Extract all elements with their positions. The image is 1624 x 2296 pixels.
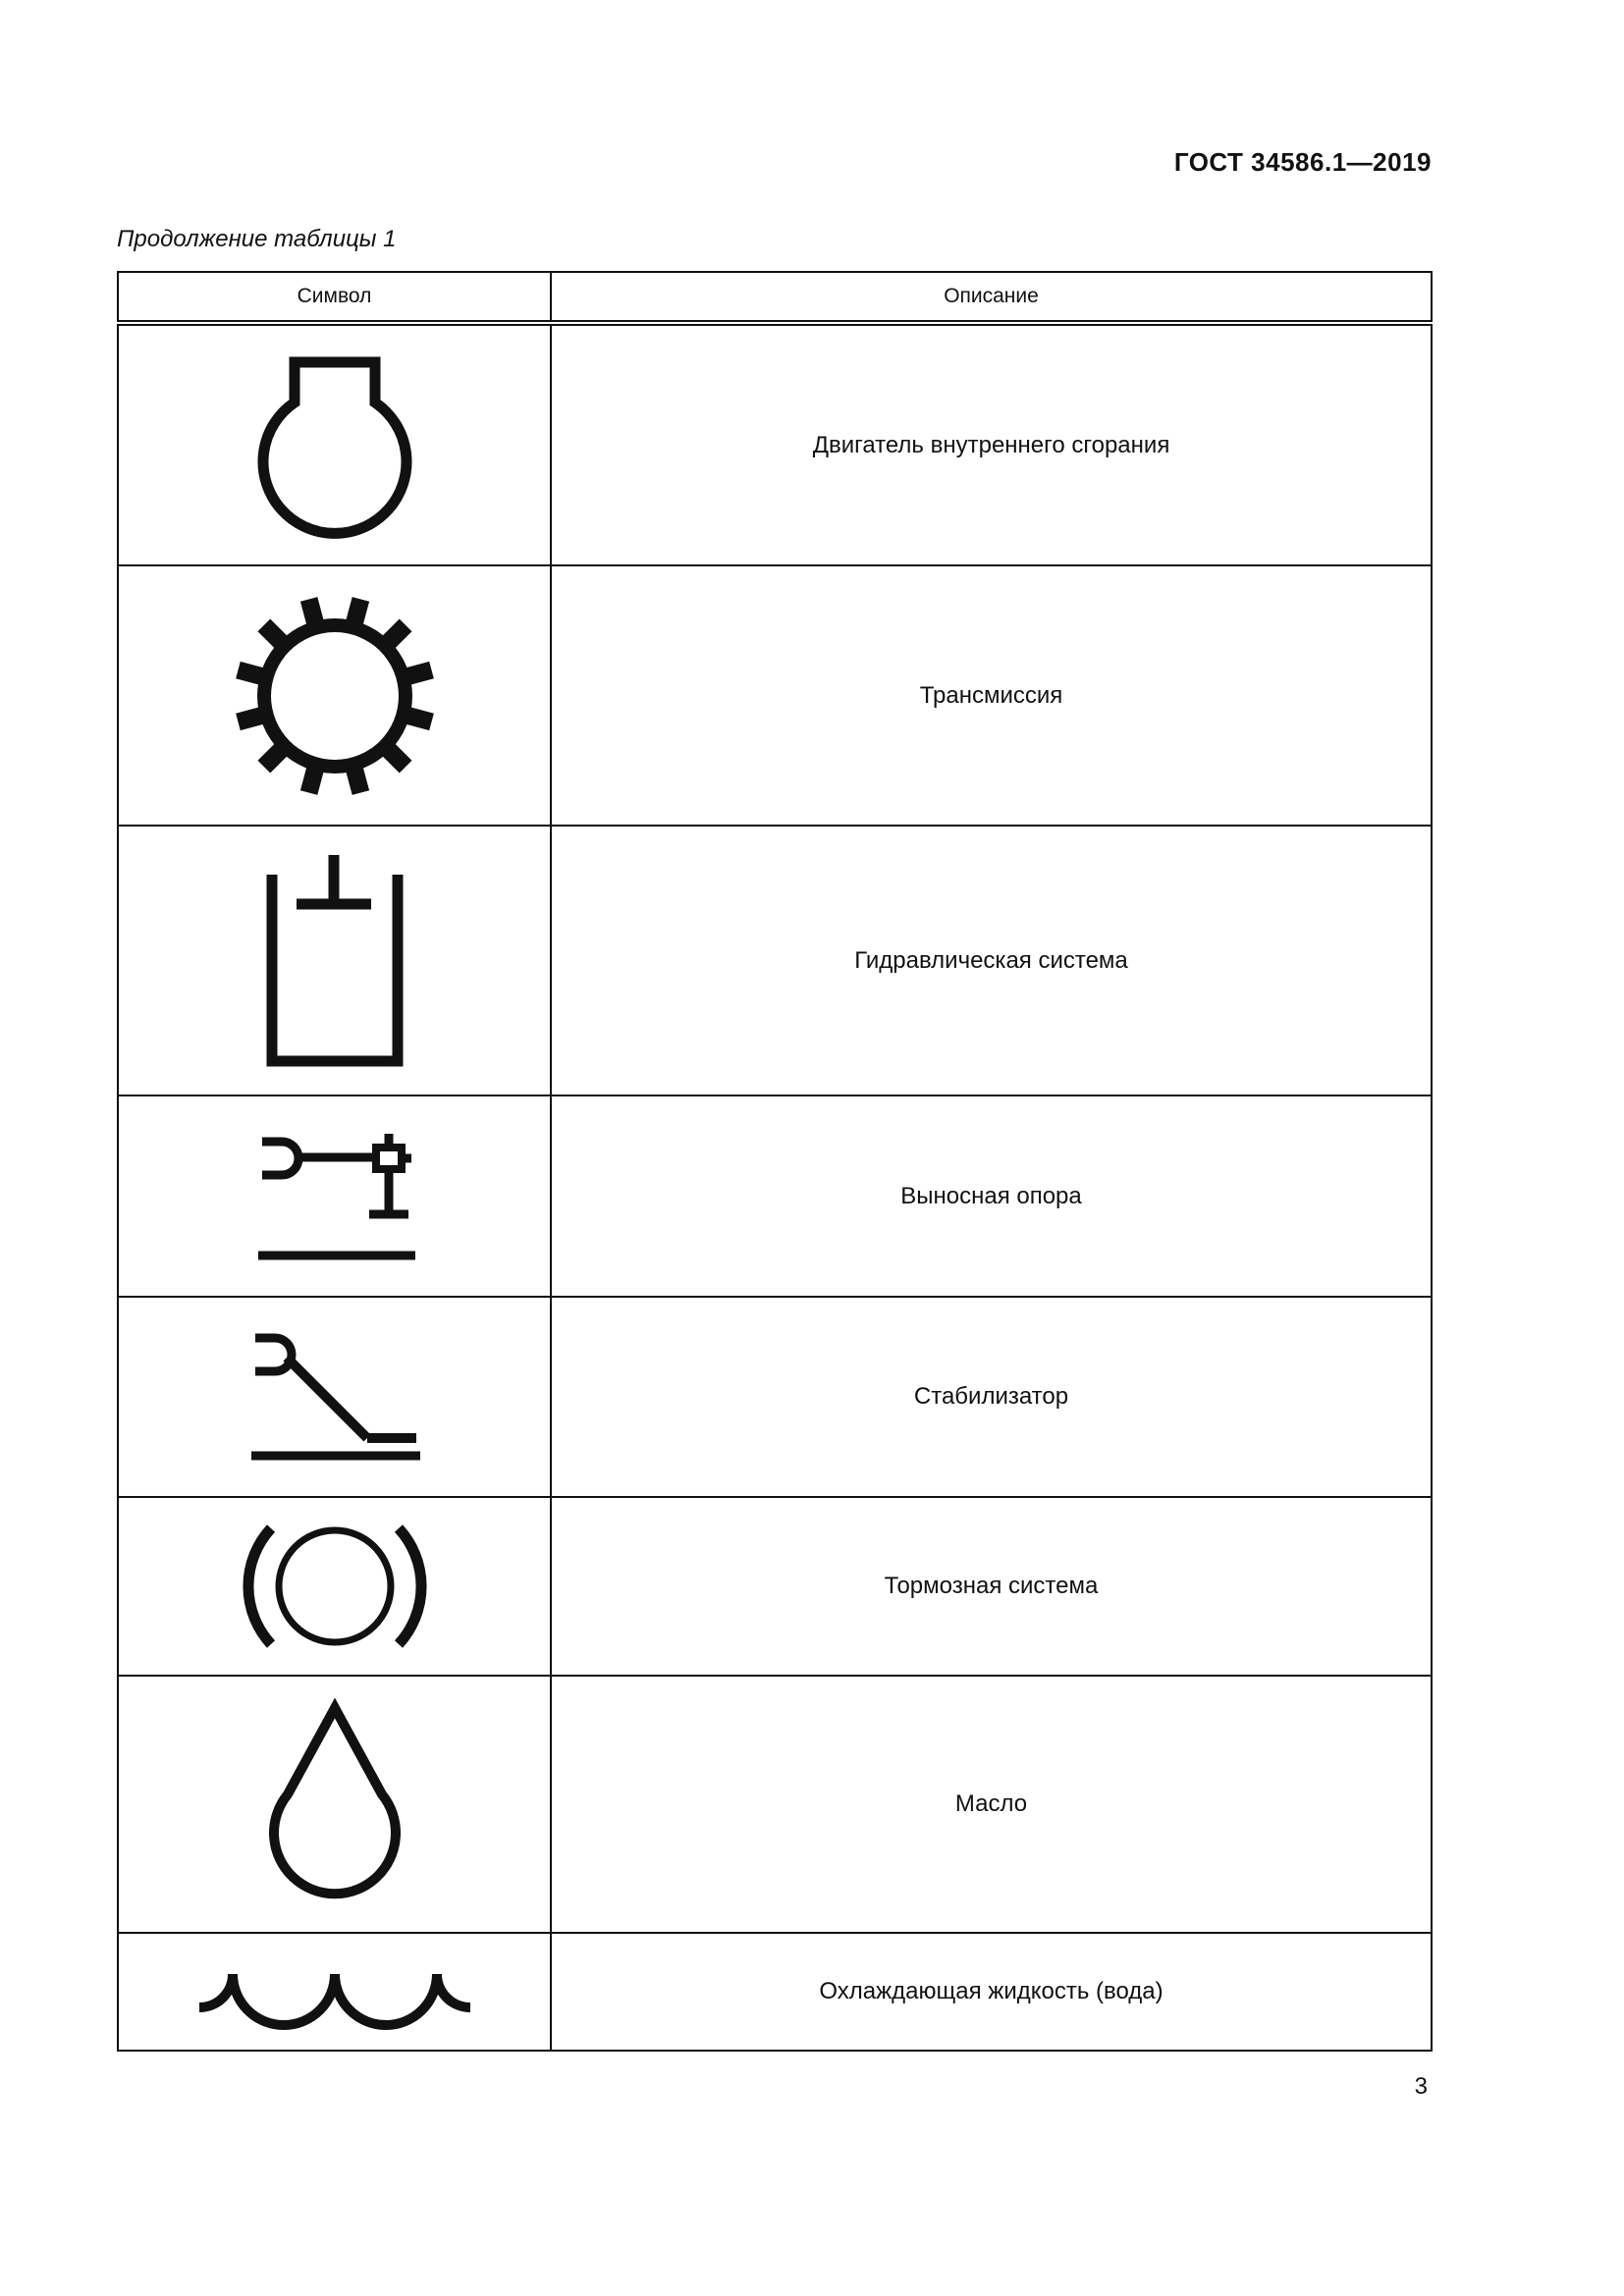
document-id: ГОСТ 34586.1—2019 — [1173, 147, 1432, 177]
symbol-cell — [118, 1095, 551, 1297]
description-cell: Охлаждающая жидкость (вода) — [551, 1933, 1432, 2051]
header-symbol: Символ — [118, 272, 551, 323]
table-row — [118, 826, 1432, 1095]
description-cell: Тормозная система — [551, 1497, 1432, 1676]
description-cell: Трансмиссия — [551, 565, 1432, 826]
table-row — [118, 1297, 1432, 1497]
engine-icon — [246, 347, 423, 544]
table-row — [118, 1676, 1432, 1933]
description-cell: Стабилизатор — [551, 1297, 1432, 1497]
symbol-cell — [118, 1676, 551, 1933]
header-description: Описание — [551, 272, 1432, 323]
outrigger-icon — [246, 1118, 423, 1275]
brake-icon — [242, 1513, 428, 1660]
table-row — [118, 565, 1432, 826]
stabilizer-icon — [242, 1318, 428, 1475]
oil-drop-icon — [256, 1696, 413, 1912]
symbol-cell — [118, 323, 551, 565]
gear-icon — [227, 588, 443, 804]
table-row — [118, 1095, 1432, 1297]
page-number: 3 — [1414, 2073, 1428, 2100]
symbol-cell — [118, 565, 551, 826]
description-cell: Гидравлическая система — [551, 826, 1432, 1095]
description-cell: Масло — [551, 1676, 1432, 1933]
description-cell: Выносная опора — [551, 1095, 1432, 1297]
hydraulic-cylinder-icon — [256, 853, 413, 1069]
coolant-waves-icon — [178, 1952, 492, 2031]
symbol-cell — [118, 1297, 551, 1497]
table-header-row — [118, 272, 1432, 323]
description-cell: Двигатель внутреннего сгорания — [551, 323, 1432, 565]
symbol-cell — [118, 1497, 551, 1676]
table-row — [118, 323, 1432, 565]
table-row — [118, 1497, 1432, 1676]
symbols-table — [117, 271, 1433, 2052]
symbol-cell — [118, 1933, 551, 2051]
symbol-cell — [118, 826, 551, 1095]
table-caption: Продолжение таблицы 1 — [117, 226, 397, 252]
table-row — [118, 1933, 1432, 2051]
